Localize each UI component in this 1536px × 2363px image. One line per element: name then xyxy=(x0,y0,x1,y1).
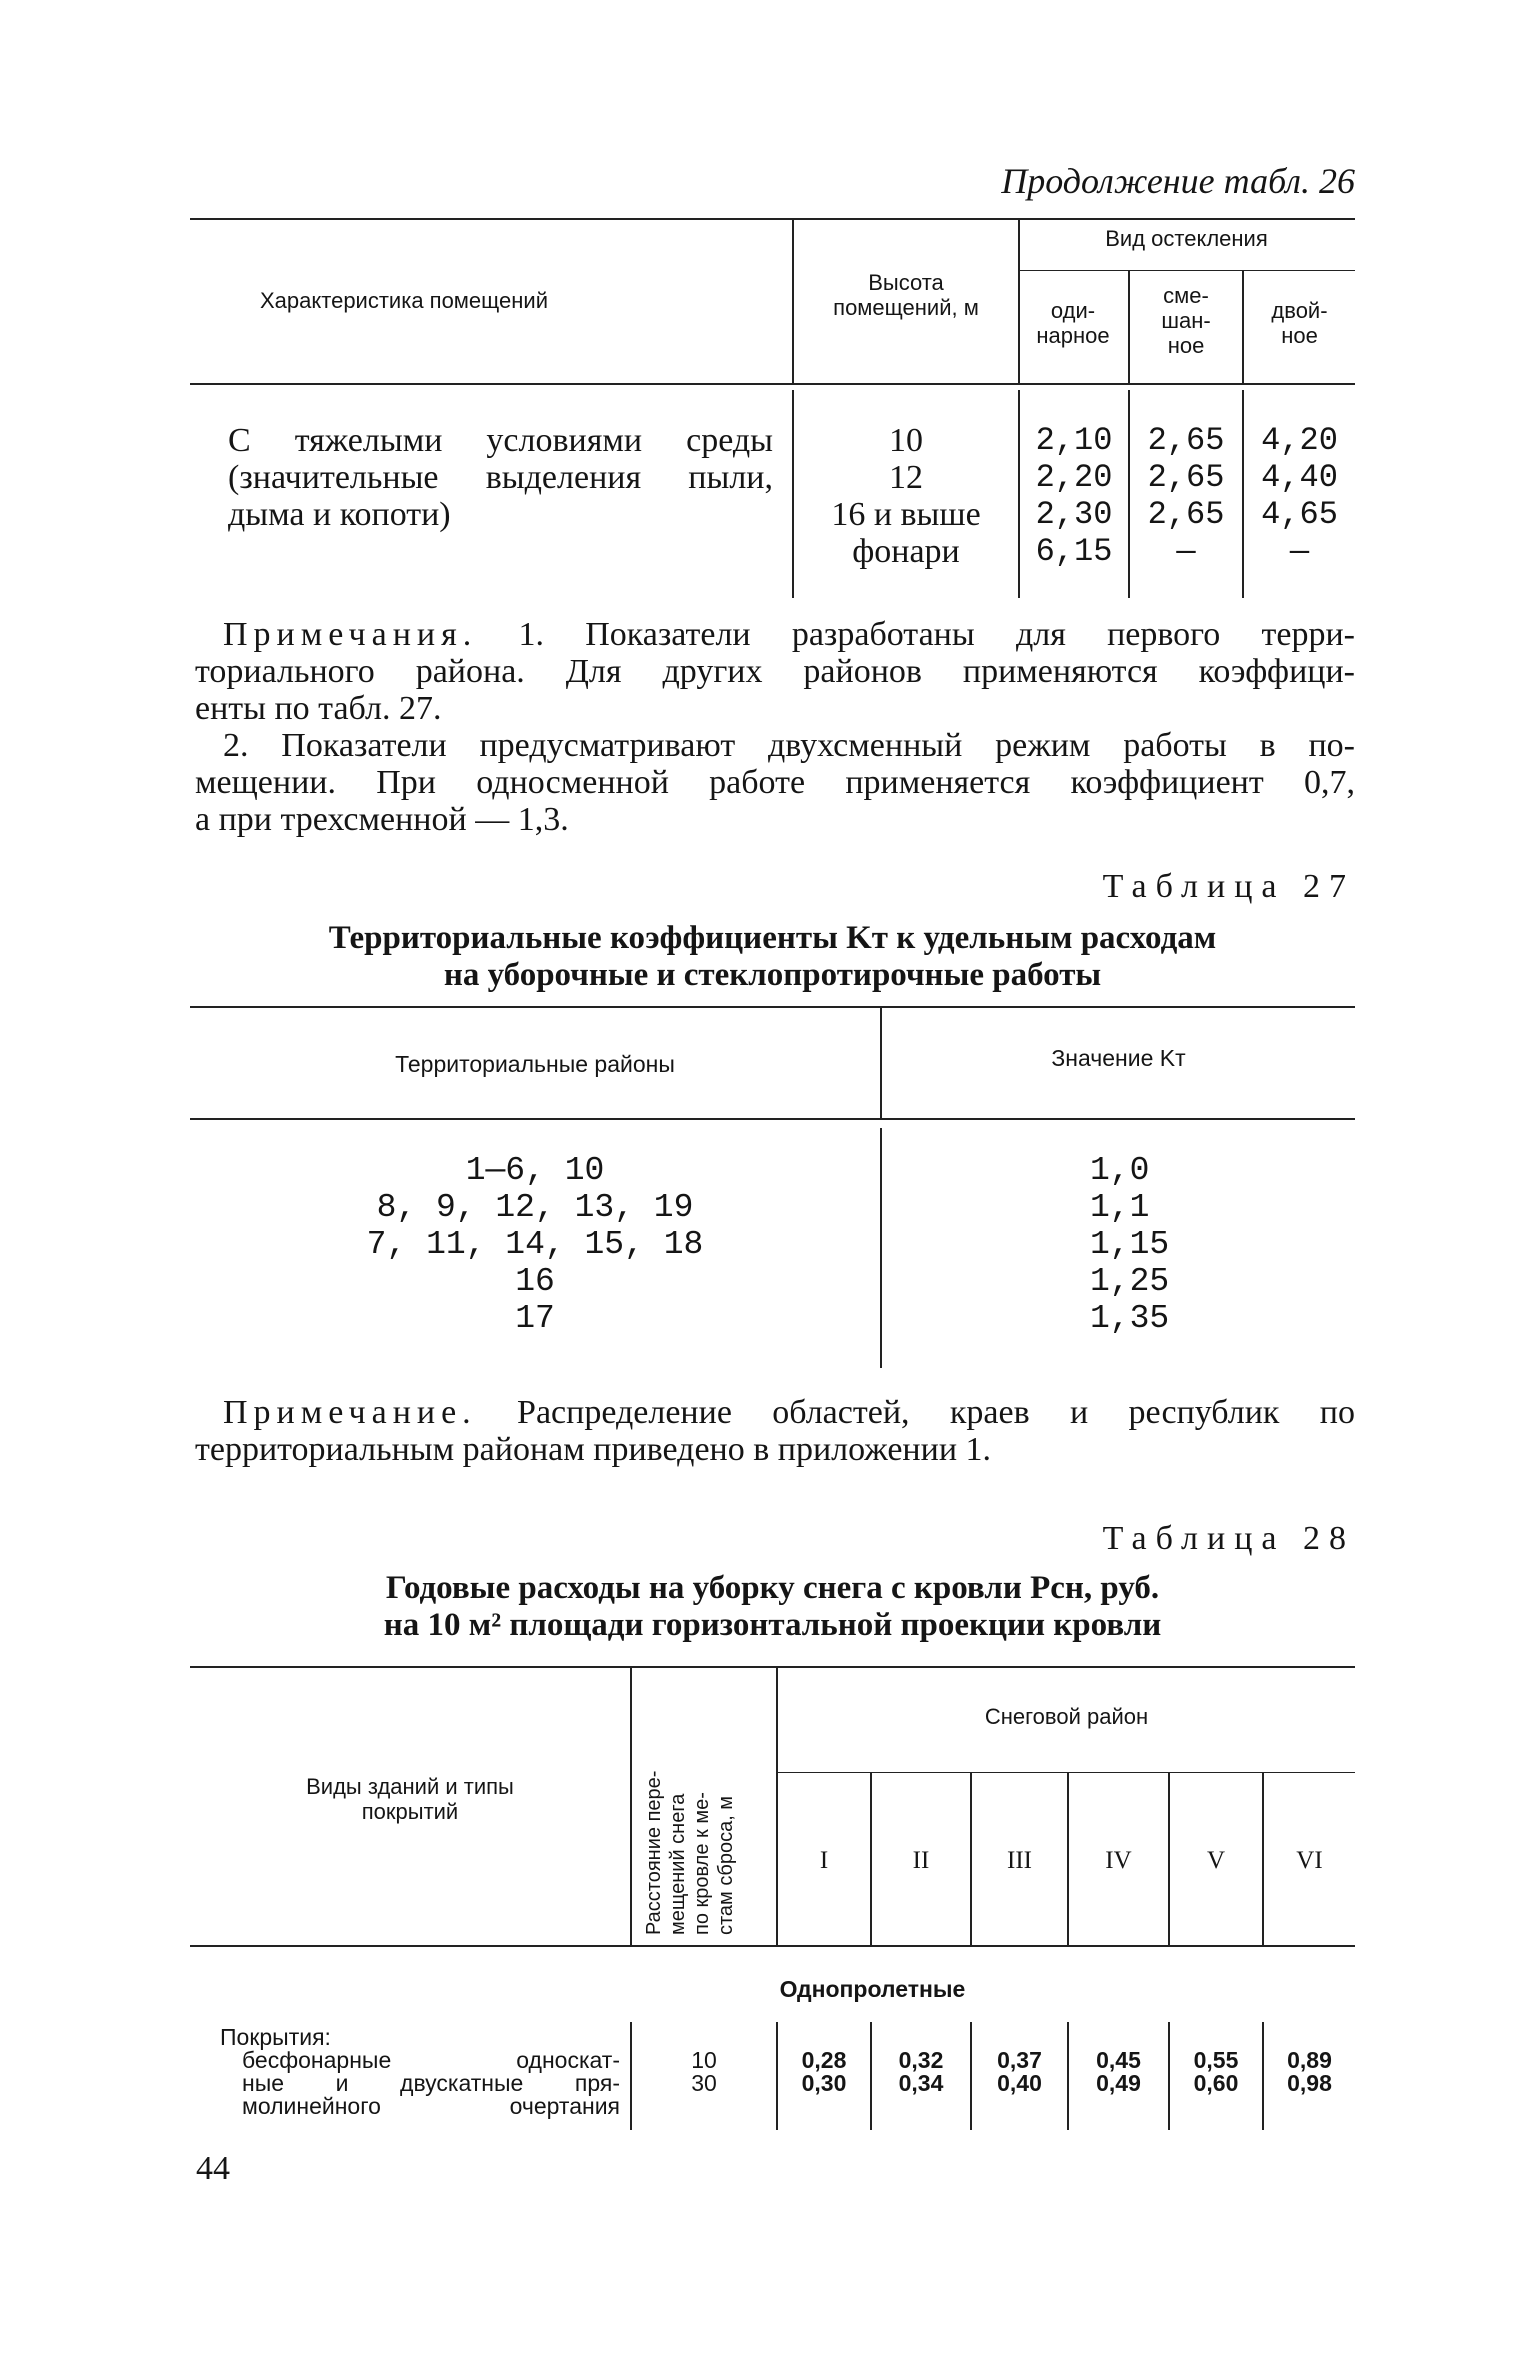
header-double-line: ное xyxy=(1281,323,1318,348)
cost-cell: 0,89 xyxy=(1287,2047,1332,2073)
value-cell: 2,10 xyxy=(1035,422,1113,459)
value-cell: 4,40 xyxy=(1261,459,1338,496)
table-top-rule xyxy=(190,218,1355,220)
value-cell: 2,30 xyxy=(1035,496,1113,533)
height-cell: 10 xyxy=(889,422,923,459)
header-characteristic: Характеристика помещений xyxy=(260,288,548,313)
cost-cell: 0,55 xyxy=(1193,2047,1239,2073)
header-single-line: нарное xyxy=(1036,323,1110,348)
note-line xyxy=(195,1394,1355,1431)
section-single-span: Однопролетные xyxy=(779,1976,966,2002)
height-cell: фонари xyxy=(852,533,960,570)
header-double-line: двой- xyxy=(1271,298,1328,323)
header-building-types xyxy=(190,1774,630,1824)
district-III: III xyxy=(1007,1847,1032,1874)
value-cell: 4,65 xyxy=(1261,496,1338,533)
kt-value-cell: 1,35 xyxy=(1090,1300,1170,1337)
header-bottom-rule xyxy=(190,1945,1355,1947)
header-height xyxy=(796,270,1016,320)
row-distances xyxy=(632,2049,776,2095)
col-divider xyxy=(792,390,794,598)
header-height-line: Высота xyxy=(868,270,944,295)
note-line: а при трехсменной — 1,3. xyxy=(195,801,569,838)
note-line xyxy=(195,616,1355,653)
header-mixed-line: шан- xyxy=(1161,308,1211,333)
note-line: мещении. При односменной работе применяется коэффициент 0,7, xyxy=(195,764,1355,801)
notes-label: Примечания. xyxy=(223,616,478,653)
note-text: 1. Показатели разработаны для первого терри- xyxy=(477,616,1355,653)
header-height-line: помещений, м xyxy=(833,295,979,320)
values-district-IV xyxy=(1069,2049,1168,2095)
table-27-label: Таблица 27 xyxy=(1102,868,1355,905)
header-mixed-line: сме- xyxy=(1163,283,1209,308)
cost-cell: 0,34 xyxy=(898,2070,944,2096)
type-line: Покрытия: xyxy=(220,2024,331,2050)
district-cell: 1—6, 10 xyxy=(465,1152,605,1189)
cost-cell: 0,60 xyxy=(1193,2070,1239,2096)
header-line: стам сброса, м xyxy=(715,1795,737,1935)
header-mixed-line: ное xyxy=(1167,333,1205,358)
value-cell: — xyxy=(1289,533,1310,570)
header-line: Виды зданий и типы xyxy=(306,1774,514,1799)
district-cell: 16 xyxy=(515,1263,555,1300)
note-line: территориальным районам приведено в приложении 1. xyxy=(195,1431,992,1468)
header-bottom-rule xyxy=(190,1118,1355,1120)
type-line: ные и двускатные пря- xyxy=(242,2070,620,2096)
title-line: на уборочные и стеклопротирочные работы xyxy=(443,957,1102,993)
col-divider xyxy=(630,1666,632,1945)
header-line: покрытий xyxy=(361,1799,459,1824)
value-cell: 2,65 xyxy=(1147,422,1225,459)
snow-district-subheader-rule xyxy=(776,1772,1355,1773)
table-28-label: Таблица 28 xyxy=(1102,1520,1355,1557)
value-cell: — xyxy=(1176,533,1196,570)
row-heights xyxy=(796,422,1016,570)
cost-cell: 0,30 xyxy=(801,2070,847,2096)
type-line: молинейного очертания xyxy=(242,2093,620,2119)
note-line: ториального района. Для других районов применяются коэффици- xyxy=(195,653,1355,690)
note-label: Примечание. xyxy=(223,1394,477,1431)
row-characteristic-line: дыма и копоти) xyxy=(228,496,451,533)
table-27-title xyxy=(190,920,1355,994)
title-line: Годовые расходы на уборку снега с кровли Рсн, руб. xyxy=(385,1570,1160,1606)
note-line: енты по табл. 27. xyxy=(195,690,442,727)
col-divider xyxy=(792,218,794,383)
height-cell: 16 и выше xyxy=(831,496,981,533)
kt-value-cell: 1,25 xyxy=(1090,1263,1170,1300)
districts-column xyxy=(190,1152,880,1337)
header-distance xyxy=(642,1771,738,1935)
values-district-III xyxy=(972,2049,1067,2095)
district-II: II xyxy=(912,1847,930,1874)
col-divider xyxy=(880,1128,882,1368)
row-double xyxy=(1244,422,1355,570)
type-line: бесфонарные односкат- xyxy=(242,2047,620,2073)
values-district-II xyxy=(872,2049,970,2095)
cost-cell: 0,28 xyxy=(801,2047,847,2073)
glazing-subheader-rule xyxy=(1018,270,1355,271)
values-district-I xyxy=(778,2049,870,2095)
value-cell: 2,65 xyxy=(1147,496,1225,533)
header-bottom-rule xyxy=(190,383,1355,385)
header-glazing-type: Вид остекления xyxy=(1105,226,1268,251)
header-mixed xyxy=(1130,283,1242,358)
distance-cell: 10 xyxy=(691,2047,717,2073)
height-cell: 12 xyxy=(889,459,923,496)
values-district-V xyxy=(1170,2049,1262,2095)
notes-26 xyxy=(195,616,1355,838)
cost-cell: 0,45 xyxy=(1096,2047,1141,2073)
table-28-title xyxy=(190,1570,1355,1644)
value-cell: 6,15 xyxy=(1035,533,1113,570)
cost-cell: 0,40 xyxy=(997,2070,1042,2096)
header-single xyxy=(1018,298,1128,348)
kt-value-cell: 1,0 xyxy=(1090,1152,1150,1189)
continuation-title: Продолжение табл. 26 xyxy=(1001,161,1355,201)
row-building-type xyxy=(220,2026,620,2118)
cost-cell: 0,98 xyxy=(1287,2070,1332,2096)
district-cell: 17 xyxy=(515,1300,555,1337)
note-text: Распределение областей, краев и республик по xyxy=(476,1394,1355,1431)
district-VI: VI xyxy=(1296,1847,1323,1874)
header-districts: Территориальные районы xyxy=(395,1051,675,1077)
title-line: на 10 м² площади горизонтальной проекции кровли xyxy=(383,1607,1162,1643)
row-single xyxy=(1020,422,1128,570)
value-cell: 2,20 xyxy=(1035,459,1113,496)
value-cell: 4,20 xyxy=(1261,422,1338,459)
district-I: I xyxy=(819,1847,829,1874)
header-kt-value: Значение Kт xyxy=(1051,1045,1186,1071)
header-snow-district: Снеговой район xyxy=(984,1704,1149,1729)
note-27 xyxy=(195,1394,1355,1468)
table-top-rule xyxy=(190,1006,1355,1008)
title-line: Территориальные коэффициенты Kт к удельным расходам xyxy=(328,920,1217,956)
cost-cell: 0,49 xyxy=(1096,2070,1141,2096)
row-mixed xyxy=(1130,422,1242,570)
header-single-line: оди- xyxy=(1050,298,1096,323)
values-district-VI xyxy=(1264,2049,1355,2095)
values-column xyxy=(1090,1152,1290,1337)
row-characteristic xyxy=(228,422,773,533)
cost-cell: 0,37 xyxy=(997,2047,1042,2073)
header-line: по кровле к ме- xyxy=(691,1792,713,1935)
row-characteristic-line: (значительные выделения пыли, xyxy=(228,459,773,496)
district-cell: 7, 11, 14, 15, 18 xyxy=(366,1226,704,1263)
header-line: мещений снега xyxy=(667,1793,689,1935)
note-line: 2. Показатели предусматривают двухсменный режим работы в по- xyxy=(223,727,1355,764)
kt-value-cell: 1,1 xyxy=(1090,1189,1150,1226)
distance-cell: 30 xyxy=(691,2070,717,2096)
value-cell: 2,65 xyxy=(1147,459,1225,496)
district-IV: IV xyxy=(1105,1847,1132,1874)
header-line: Расстояние пере- xyxy=(643,1770,665,1935)
row-characteristic-line: С тяжелыми условиями среды xyxy=(228,422,773,459)
table-top-rule xyxy=(190,1666,1355,1668)
district-V: V xyxy=(1206,1847,1226,1874)
district-cell: 8, 9, 12, 13, 19 xyxy=(376,1189,694,1226)
page-number: 44 xyxy=(196,2150,230,2187)
cost-cell: 0,32 xyxy=(898,2047,944,2073)
kt-value-cell: 1,15 xyxy=(1090,1226,1170,1263)
header-double xyxy=(1244,298,1355,348)
